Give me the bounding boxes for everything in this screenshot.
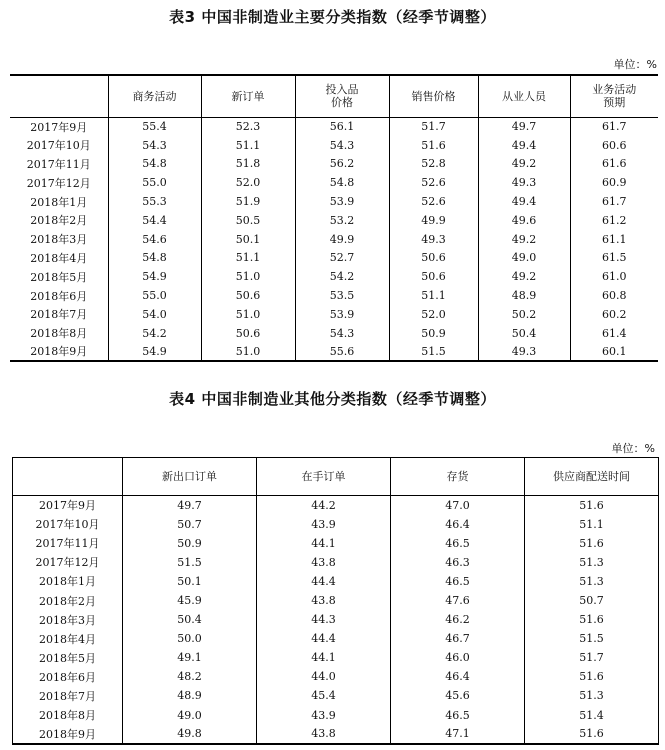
table-cell: 50.1 — [123, 572, 257, 591]
table4-title: 表4 中国非制造业其他分类指数（经季节调整） — [169, 390, 496, 408]
table-cell: 44.0 — [257, 667, 391, 686]
table-cell: 49.2 — [478, 155, 570, 174]
table-cell: 51.1 — [201, 249, 295, 268]
table-cell: 51.3 — [525, 572, 659, 591]
table-cell: 47.0 — [391, 496, 525, 515]
table-cell: 51.5 — [525, 629, 659, 648]
table-cell: 46.3 — [391, 553, 525, 572]
table-row — [10, 173, 658, 192]
table-cell: 54.3 — [295, 324, 389, 343]
row-month-label: 2018年2月 — [13, 591, 123, 610]
row-month-label: 2018年5月 — [13, 648, 123, 667]
row-month-label: 2017年9月 — [30, 120, 88, 134]
table-cell: 61.2 — [570, 211, 658, 230]
table-cell: 49.7 — [123, 496, 257, 515]
table-cell: 54.8 — [108, 249, 201, 268]
table-cell: 61.6 — [570, 155, 658, 174]
table3-header-1: 商务活动 — [108, 75, 201, 117]
row-month-label: 2017年10月 — [13, 515, 123, 534]
table-row — [10, 324, 658, 343]
table-cell: 50.4 — [478, 324, 570, 343]
table-row — [13, 706, 659, 725]
table-cell: 51.7 — [525, 648, 659, 667]
table-cell: 49.1 — [123, 648, 257, 667]
table-cell: 49.9 — [389, 211, 478, 230]
table-cell: 49.9 — [295, 230, 389, 249]
row-month-label: 2018年1月 — [30, 195, 88, 209]
table-cell: 43.9 — [257, 706, 391, 725]
table-row — [10, 343, 658, 362]
table-cell: 51.0 — [201, 343, 295, 362]
table-cell: 43.9 — [257, 515, 391, 534]
table-cell: 46.2 — [391, 610, 525, 629]
table-cell: 52.6 — [389, 192, 478, 211]
table-row — [10, 286, 658, 305]
row-month-label: 2018年4月 — [13, 629, 123, 648]
table-cell: 51.0 — [201, 305, 295, 324]
table-row — [10, 211, 658, 230]
table-cell: 53.5 — [295, 286, 389, 305]
table-cell: 60.1 — [570, 343, 658, 362]
table-cell: 61.7 — [570, 192, 658, 211]
table-cell: 60.2 — [570, 305, 658, 324]
table3-header-6: 业务活动 预期 — [570, 75, 658, 117]
table-cell: 49.3 — [478, 343, 570, 362]
table-row — [13, 496, 659, 515]
table3-header-3: 投入品 价格 — [295, 75, 389, 117]
table-cell: 44.4 — [257, 572, 391, 591]
table-cell: 60.6 — [570, 136, 658, 155]
table-cell: 46.4 — [391, 667, 525, 686]
table-cell: 44.2 — [257, 496, 391, 515]
table-row — [13, 591, 659, 610]
table-cell: 50.6 — [389, 249, 478, 268]
table-cell: 51.6 — [525, 534, 659, 553]
table-cell: 54.9 — [108, 343, 201, 362]
row-month-label: 2018年2月 — [30, 214, 88, 228]
table-cell: 54.3 — [295, 136, 389, 155]
table-cell: 52.0 — [201, 173, 295, 192]
table-row — [13, 648, 659, 667]
table-cell: 49.3 — [478, 173, 570, 192]
table-cell: 50.6 — [389, 267, 478, 286]
table-cell: 61.5 — [570, 249, 658, 268]
table-cell: 51.6 — [525, 496, 659, 515]
table-cell: 49.2 — [478, 230, 570, 249]
row-month-label: 2017年11月 — [26, 157, 91, 171]
table-cell: 51.9 — [201, 192, 295, 211]
table4-header-3: 存货 — [391, 458, 525, 496]
table4-header-4: 供应商配送时间 — [525, 458, 659, 496]
row-month-label: 2018年8月 — [13, 706, 123, 725]
table3-header-row — [10, 75, 658, 117]
table-cell: 44.1 — [257, 534, 391, 553]
table-cell: 60.9 — [570, 173, 658, 192]
table4-unit: 单位：% — [611, 442, 655, 455]
table-cell: 54.0 — [108, 305, 201, 324]
row-month-label: 2018年6月 — [30, 289, 88, 303]
table-cell: 49.4 — [478, 192, 570, 211]
table-cell: 50.6 — [201, 286, 295, 305]
table-cell: 48.9 — [123, 686, 257, 705]
table-cell: 55.0 — [108, 286, 201, 305]
table-cell: 43.8 — [257, 725, 391, 744]
table-cell: 55.4 — [108, 117, 201, 136]
table-cell: 55.6 — [295, 343, 389, 362]
row-month-label: 2018年6月 — [13, 667, 123, 686]
table-cell: 43.8 — [257, 591, 391, 610]
table-cell: 50.9 — [123, 534, 257, 553]
table-row — [10, 155, 658, 174]
table-cell: 51.8 — [201, 155, 295, 174]
row-month-label: 2018年1月 — [13, 572, 123, 591]
row-month-label: 2018年7月 — [13, 686, 123, 705]
table-cell: 49.7 — [478, 117, 570, 136]
table-cell: 50.4 — [123, 610, 257, 629]
table-cell: 46.4 — [391, 515, 525, 534]
table3-unit: 单位：% — [613, 58, 657, 71]
table-cell: 60.8 — [570, 286, 658, 305]
table-cell: 51.1 — [389, 286, 478, 305]
table-cell: 54.2 — [108, 324, 201, 343]
table-cell: 49.0 — [478, 249, 570, 268]
row-month-label: 2017年12月 — [26, 176, 91, 190]
table-cell: 49.0 — [123, 706, 257, 725]
row-month-label: 2017年9月 — [13, 496, 123, 515]
table-cell: 56.1 — [295, 117, 389, 136]
table-cell: 44.1 — [257, 648, 391, 667]
table-row — [10, 305, 658, 324]
table-cell: 51.6 — [525, 667, 659, 686]
table-cell: 46.7 — [391, 629, 525, 648]
table-cell: 53.9 — [295, 305, 389, 324]
table-cell: 50.5 — [201, 211, 295, 230]
table-cell: 51.5 — [123, 553, 257, 572]
table-cell: 49.3 — [389, 230, 478, 249]
table-cell: 47.6 — [391, 591, 525, 610]
table4-header-0 — [13, 458, 123, 496]
table-cell: 61.7 — [570, 117, 658, 136]
table-row — [10, 249, 658, 268]
table-cell: 50.6 — [201, 324, 295, 343]
table-cell: 49.2 — [478, 267, 570, 286]
table-row — [13, 725, 659, 744]
table-cell: 55.3 — [108, 192, 201, 211]
table-cell: 44.4 — [257, 629, 391, 648]
table-row — [13, 572, 659, 591]
table-cell: 51.3 — [525, 686, 659, 705]
table-cell: 50.1 — [201, 230, 295, 249]
row-month-label: 2018年7月 — [30, 308, 88, 322]
table-row — [10, 117, 658, 136]
table-row — [13, 629, 659, 648]
table-cell: 46.5 — [391, 706, 525, 725]
table-cell: 46.0 — [391, 648, 525, 667]
table-row — [13, 515, 659, 534]
row-month-label: 2018年5月 — [30, 270, 88, 284]
table-cell: 51.5 — [389, 343, 478, 362]
table-row — [10, 267, 658, 286]
table3 — [10, 74, 658, 362]
table4-header-row — [13, 458, 659, 496]
table3-header-0 — [10, 75, 108, 117]
table-cell: 51.4 — [525, 706, 659, 725]
row-month-label: 2017年11月 — [13, 534, 123, 553]
table-cell: 45.4 — [257, 686, 391, 705]
table-row — [13, 534, 659, 553]
table-cell: 50.7 — [123, 515, 257, 534]
table-cell: 49.4 — [478, 136, 570, 155]
table-cell: 45.6 — [391, 686, 525, 705]
table-cell: 46.5 — [391, 572, 525, 591]
table-cell: 50.9 — [389, 324, 478, 343]
row-month-label: 2018年9月 — [13, 725, 123, 744]
table-cell: 54.6 — [108, 230, 201, 249]
table-cell: 44.3 — [257, 610, 391, 629]
table-cell: 51.6 — [525, 725, 659, 744]
row-month-label: 2018年4月 — [30, 251, 88, 265]
table-cell: 52.0 — [389, 305, 478, 324]
table-row — [13, 553, 659, 572]
table-cell: 51.7 — [389, 117, 478, 136]
row-month-label: 2018年8月 — [30, 327, 88, 341]
table-cell: 54.8 — [295, 173, 389, 192]
table3-header-2: 新订单 — [201, 75, 295, 117]
table4-header-2: 在手订单 — [257, 458, 391, 496]
row-month-label: 2018年3月 — [13, 610, 123, 629]
row-month-label: 2018年3月 — [30, 233, 88, 247]
row-month-label: 2017年12月 — [13, 553, 123, 572]
table-cell: 55.0 — [108, 173, 201, 192]
table-cell: 49.8 — [123, 725, 257, 744]
table-cell: 48.2 — [123, 667, 257, 686]
table3-header-5: 从业人员 — [478, 75, 570, 117]
table3-title: 表3 中国非制造业主要分类指数（经季节调整） — [169, 8, 496, 26]
table-cell: 50.2 — [478, 305, 570, 324]
table-row — [10, 136, 658, 155]
table-cell: 54.8 — [108, 155, 201, 174]
table-cell: 54.9 — [108, 267, 201, 286]
table-cell: 54.2 — [295, 267, 389, 286]
table-cell: 51.6 — [525, 610, 659, 629]
table-row — [10, 192, 658, 211]
table4-body — [13, 496, 659, 744]
table-cell: 54.3 — [108, 136, 201, 155]
row-month-label: 2018年9月 — [10, 343, 108, 362]
table-row — [13, 667, 659, 686]
table-cell: 61.1 — [570, 230, 658, 249]
table-cell: 51.6 — [389, 136, 478, 155]
table-cell: 52.3 — [201, 117, 295, 136]
table-cell: 61.0 — [570, 267, 658, 286]
table-cell: 51.1 — [525, 515, 659, 534]
table-cell: 51.0 — [201, 267, 295, 286]
table-cell: 52.6 — [389, 173, 478, 192]
table-cell: 48.9 — [478, 286, 570, 305]
table-cell: 47.1 — [391, 725, 525, 744]
table-cell: 53.9 — [295, 192, 389, 211]
table-cell: 52.7 — [295, 249, 389, 268]
table-cell: 50.7 — [525, 591, 659, 610]
table-row — [13, 686, 659, 705]
table-cell: 45.9 — [123, 591, 257, 610]
table-cell: 49.6 — [478, 211, 570, 230]
table-cell: 50.0 — [123, 629, 257, 648]
table3-body — [10, 117, 658, 361]
table-cell: 46.5 — [391, 534, 525, 553]
table4-header-1: 新出口订单 — [123, 458, 257, 496]
row-month-label: 2017年10月 — [26, 139, 91, 153]
table-cell: 56.2 — [295, 155, 389, 174]
table-cell: 61.4 — [570, 324, 658, 343]
table4 — [12, 457, 659, 745]
table-cell: 51.3 — [525, 553, 659, 572]
table-cell: 52.8 — [389, 155, 478, 174]
table-row — [10, 230, 658, 249]
table-cell: 54.4 — [108, 211, 201, 230]
table-row — [13, 610, 659, 629]
table-cell: 51.1 — [201, 136, 295, 155]
table-cell: 53.2 — [295, 211, 389, 230]
table3-header-4: 销售价格 — [389, 75, 478, 117]
table-cell: 43.8 — [257, 553, 391, 572]
